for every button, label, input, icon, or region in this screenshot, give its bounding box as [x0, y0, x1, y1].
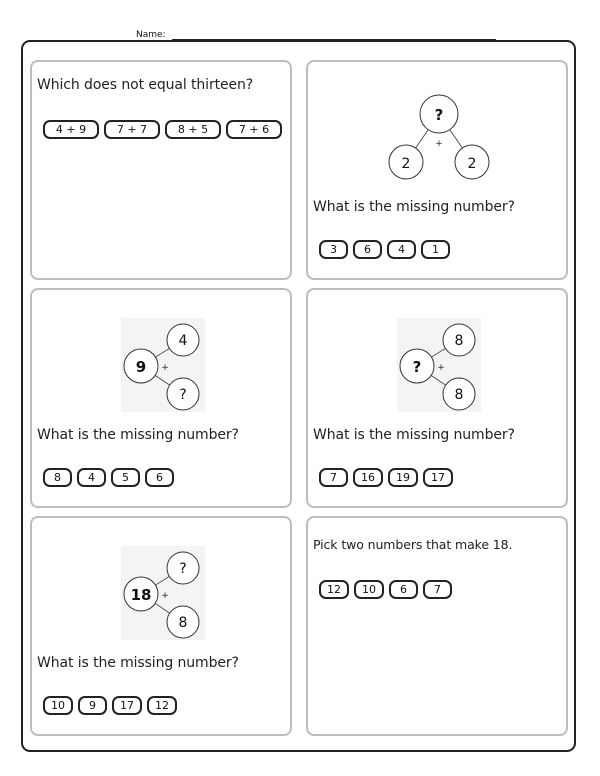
answer-option[interactable]: 7 + 7 — [104, 120, 160, 139]
number-bond — [121, 546, 205, 640]
answer-options — [319, 240, 559, 259]
bond-operator: + — [161, 591, 169, 601]
question-card-5 — [30, 516, 292, 736]
answer-option[interactable]: 4 + 9 — [43, 120, 99, 139]
question-text: What is the missing number? — [37, 427, 239, 443]
question-card-1 — [30, 60, 292, 280]
answer-option[interactable]: 3 — [319, 240, 348, 259]
answer-option[interactable]: 17 — [112, 696, 142, 715]
bond-whole: 9 — [135, 358, 147, 376]
answer-option[interactable]: 17 — [423, 468, 453, 487]
answer-option[interactable]: 1 — [421, 240, 450, 259]
bond-whole: ? — [434, 106, 444, 124]
answer-option[interactable]: 5 — [111, 468, 140, 487]
name-label: Name: — [136, 30, 166, 40]
question-card-3 — [30, 288, 292, 508]
bond-part: 8 — [454, 333, 464, 349]
answer-option[interactable]: 7 — [319, 468, 348, 487]
number-bond — [384, 88, 494, 182]
question-text: What is the missing number? — [313, 427, 515, 443]
answer-option[interactable]: 8 — [43, 468, 72, 487]
number-bond — [121, 318, 205, 412]
question-card-2 — [306, 60, 568, 280]
bond-whole: 18 — [130, 586, 152, 604]
name-line[interactable] — [172, 29, 496, 40]
bond-part: ? — [179, 561, 187, 577]
answer-option[interactable]: 10 — [43, 696, 73, 715]
answer-options — [43, 468, 283, 487]
answer-option[interactable]: 7 + 6 — [226, 120, 282, 139]
bond-part: 8 — [454, 387, 464, 403]
name-field — [136, 26, 496, 40]
question-text: Which does not equal thirteen? — [37, 77, 254, 93]
bond-part: 4 — [178, 333, 188, 349]
answer-options — [43, 120, 283, 139]
question-text: Pick two numbers that make 18. — [313, 537, 513, 552]
answer-option[interactable]: 16 — [353, 468, 383, 487]
answer-option[interactable]: 10 — [354, 580, 384, 599]
answer-option[interactable]: 4 — [77, 468, 106, 487]
answer-option[interactable]: 6 — [353, 240, 382, 259]
bond-whole: ? — [412, 358, 422, 376]
answer-options — [43, 696, 283, 715]
answer-option[interactable]: 8 + 5 — [165, 120, 221, 139]
answer-option[interactable]: 9 — [78, 696, 107, 715]
answer-option[interactable]: 19 — [388, 468, 418, 487]
bond-part: ? — [179, 387, 187, 403]
answer-option[interactable]: 7 — [423, 580, 452, 599]
answer-option[interactable]: 12 — [147, 696, 177, 715]
bond-operator: + — [437, 363, 445, 373]
answer-options — [319, 580, 559, 599]
answer-option[interactable]: 4 — [387, 240, 416, 259]
question-card-4 — [306, 288, 568, 508]
number-bond — [397, 318, 481, 412]
answer-option[interactable]: 6 — [145, 468, 174, 487]
answer-option[interactable]: 6 — [389, 580, 418, 599]
question-text: What is the missing number? — [37, 655, 239, 671]
bond-operator: + — [161, 363, 169, 373]
question-card-6 — [306, 516, 568, 736]
question-text: What is the missing number? — [313, 199, 515, 215]
answer-option[interactable]: 12 — [319, 580, 349, 599]
bond-operator: + — [435, 139, 443, 149]
bond-part: 2 — [401, 156, 411, 172]
bond-part: 8 — [178, 615, 188, 631]
bond-part: 2 — [467, 156, 477, 172]
answer-options — [319, 468, 559, 487]
